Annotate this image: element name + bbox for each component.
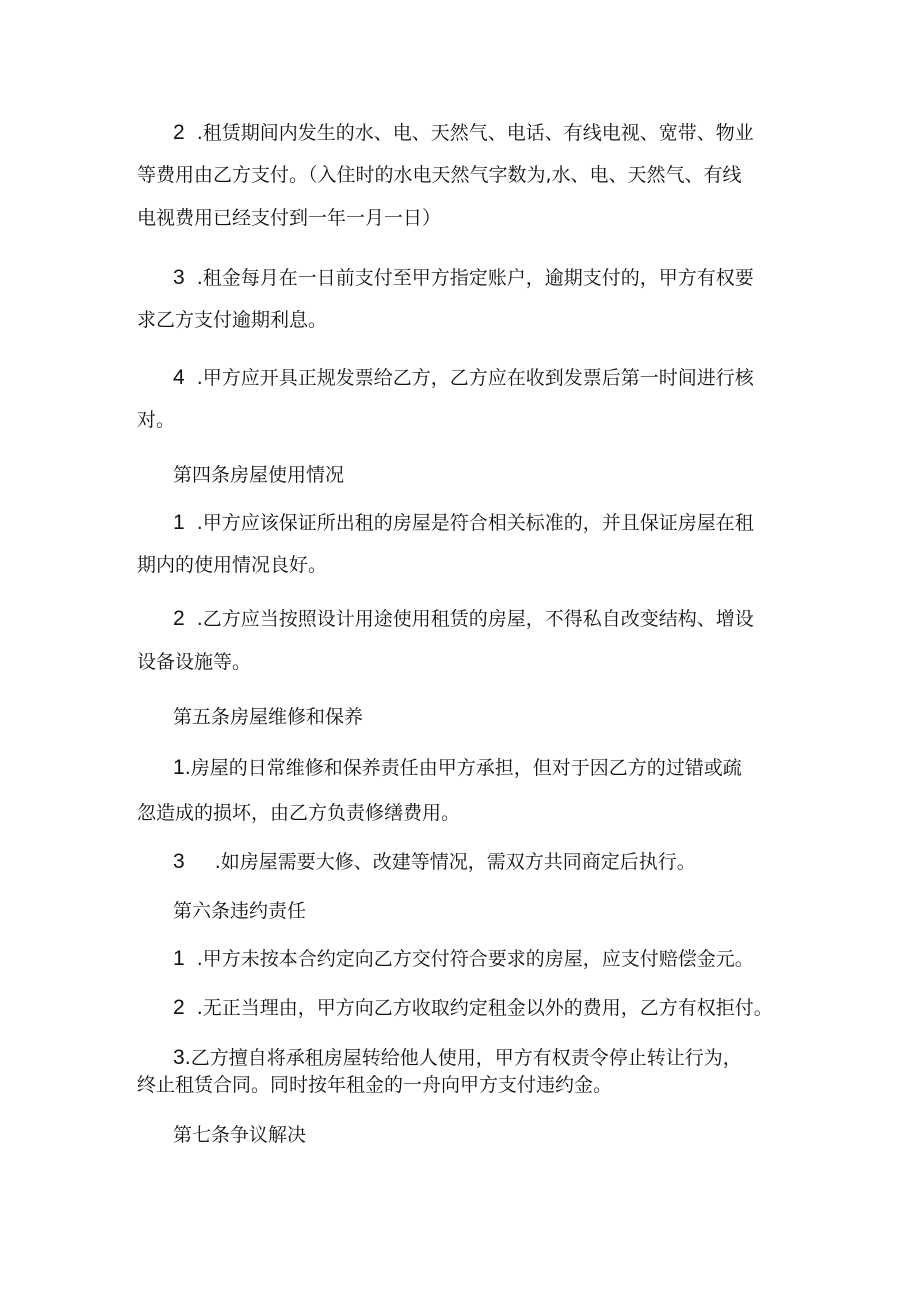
article-5-heading: [137, 707, 787, 727]
clause-text: .租金每月在一日前支付至甲方指定账户，逾期支付的，甲方有权要: [196, 267, 754, 289]
clause-line: 期内的使用情况良好。: [137, 554, 328, 576]
clause-line: 忽造成的损坏，由乙方负责修缮费用。: [137, 802, 461, 824]
clause-line: 等费用由乙方支付。（入住时的水电天然气字数为,水、电、天然气、有线: [137, 164, 742, 186]
clause-number: 3: [173, 850, 185, 873]
heading-text: 第四条房屋使用情况: [173, 464, 345, 486]
clause-text: .甲方未按本合约定向乙方交付符合要求的房屋，应支付赔偿金元。: [196, 948, 754, 970]
clause-text: .无正当理由，甲方向乙方收取约定租金以外的费用，乙方有权拒付。: [196, 997, 773, 1019]
clause-number: 1: [173, 511, 185, 534]
article-7-heading: [137, 1125, 787, 1145]
clause-line: 设备设施等。: [137, 651, 252, 673]
clause-line: [137, 123, 787, 143]
clause-number: 1: [173, 756, 185, 779]
clause-line: [137, 949, 787, 969]
clause-line: 终止租赁合同。同时按年租金的一舟向甲方支付违约金。: [137, 1074, 613, 1096]
clause-text: .甲方应该保证所出租的房屋是符合相关标准的，并且保证房屋在租: [196, 512, 754, 534]
clause-line: [137, 852, 787, 872]
clause-line: 求乙方支付逾期利息。: [137, 309, 328, 331]
clause-text: .甲方应开具正规发票给乙方，乙方应在收到发票后第一时间进行核: [196, 367, 754, 389]
clause-number: 2: [173, 121, 185, 144]
clause-number: 1: [173, 947, 185, 970]
clause-text: .乙方擅自将承租房屋转给他人使用，甲方有权责令停止转让行为，: [184, 1047, 742, 1069]
article-4-clause-2: [137, 609, 787, 672]
clause-text: .乙方应当按照设计用途使用租赁的房屋，不得私自改变结构、增设: [196, 608, 754, 630]
heading-text: 第七条争议解决: [173, 1124, 307, 1146]
clause-line: [137, 1048, 787, 1068]
clause-number: 3: [173, 1046, 185, 1069]
article-6-clause-2: [137, 998, 787, 1018]
clause-2-fees: [137, 123, 787, 228]
clause-text: .租赁期间内发生的水、电、天然气、电话、有线电视、宽带、物业: [196, 122, 754, 144]
clause-number: 4: [173, 366, 185, 389]
article-5-clause-3: [137, 852, 787, 872]
clause-text: .如房屋需要大修、改建等情况，需双方共同商定后执行。: [214, 851, 696, 873]
clause-number: 2: [173, 996, 185, 1019]
clause-3-rent: [137, 268, 787, 330]
clause-line: 对。: [137, 409, 176, 431]
article-6-clause-3: [137, 1048, 787, 1095]
heading-text: 第六条违约责任: [173, 900, 307, 922]
article-6-heading: [137, 901, 787, 921]
clause-line: [137, 268, 787, 288]
clause-line: [137, 998, 787, 1018]
article-5-clause-1: [137, 758, 787, 823]
clause-line: [137, 609, 787, 629]
clause-4-invoice: [137, 368, 787, 430]
article-4-clause-1: [137, 513, 787, 575]
clause-number: 3: [173, 266, 185, 289]
article-6-clause-1: [137, 949, 787, 969]
clause-line: [137, 513, 787, 533]
article-4-heading: [137, 465, 787, 485]
heading-text: 第五条房屋维修和保养: [173, 706, 364, 728]
clause-line: 电视费用已经支付到一年一月一日）: [137, 207, 442, 229]
clause-number: 2: [173, 607, 185, 630]
clause-text: .房屋的日常维修和保养责任由甲方承担，但对于因乙方的过错或疏: [184, 757, 742, 779]
clause-line: [137, 368, 787, 388]
clause-line: [137, 758, 787, 778]
